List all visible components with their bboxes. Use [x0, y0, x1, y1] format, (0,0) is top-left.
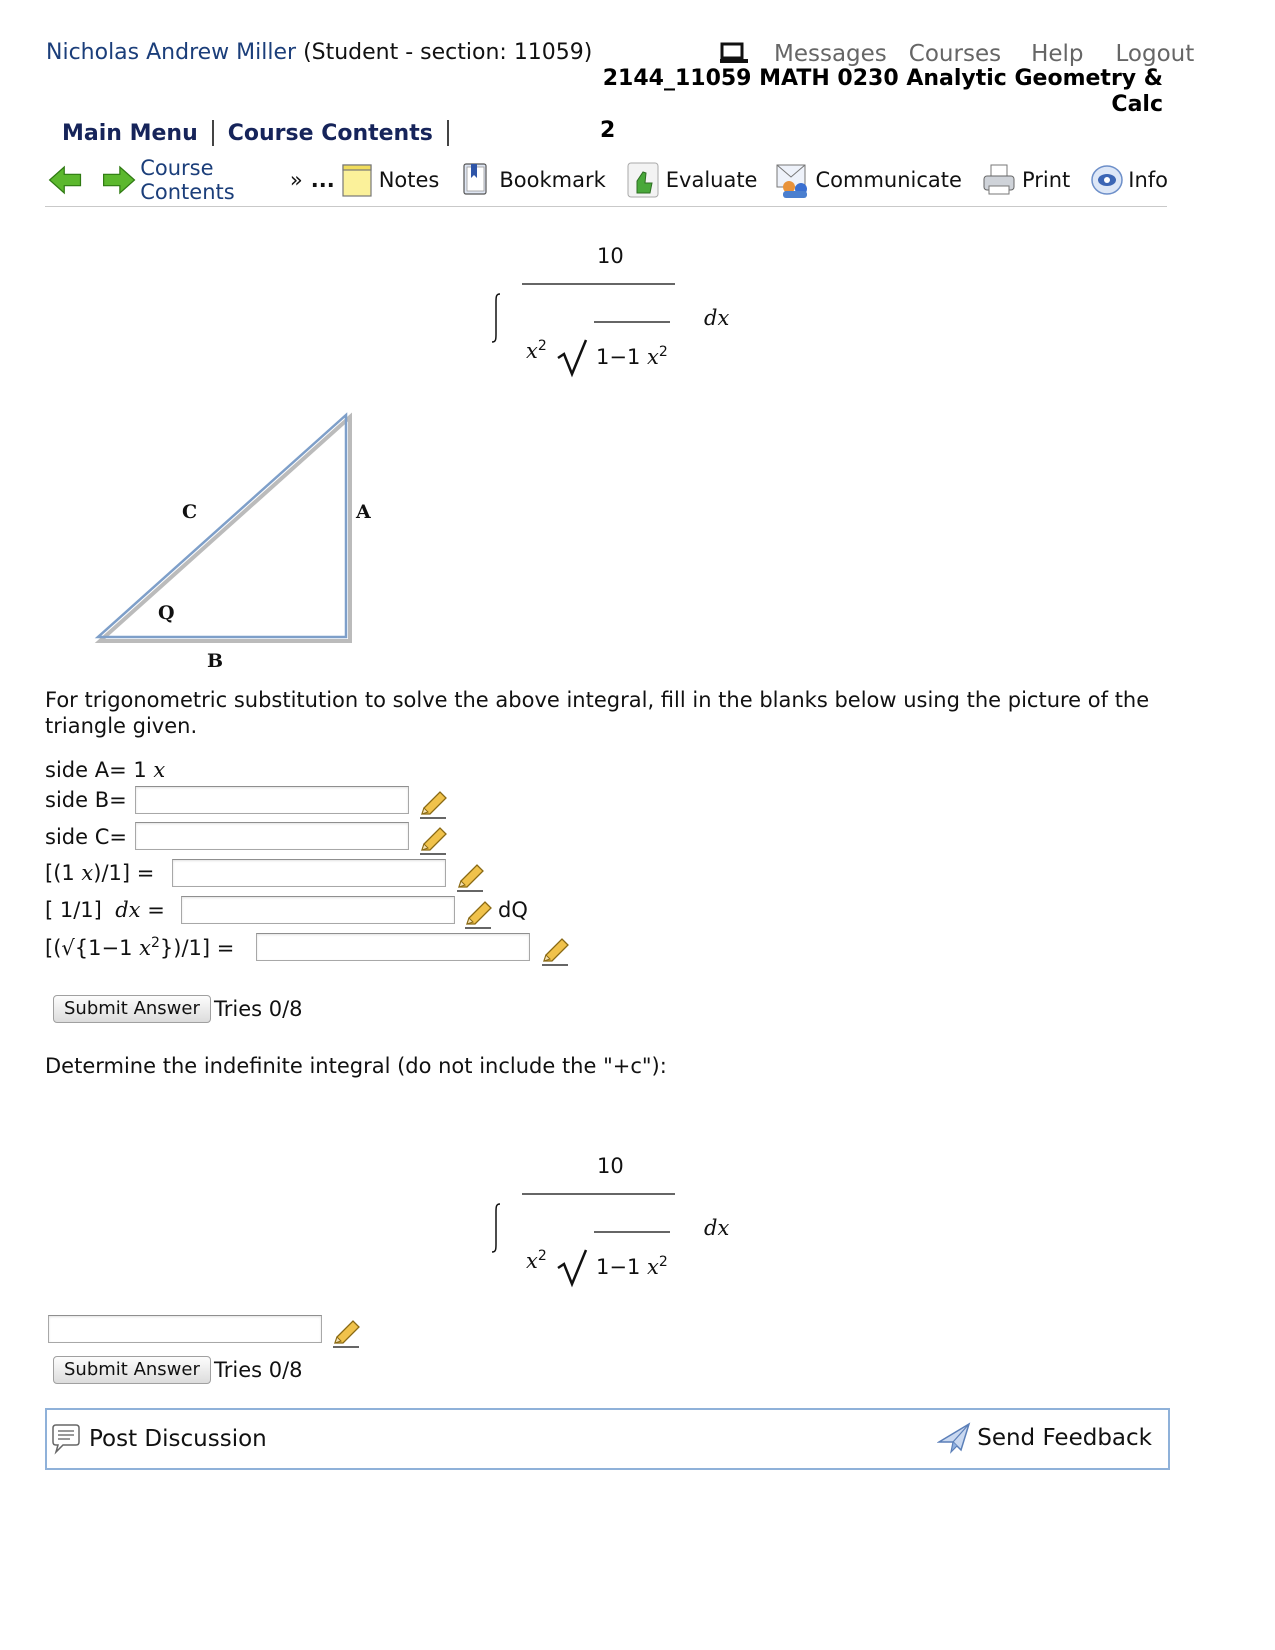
- notes-label: Notes: [378, 168, 440, 192]
- info-label: Info: [1128, 168, 1168, 192]
- back-arrow-icon[interactable]: [48, 162, 82, 198]
- indefinite-integral-input[interactable]: [48, 1315, 322, 1343]
- communicate-button[interactable]: [775, 161, 961, 199]
- logout-link[interactable]: Logout: [1115, 41, 1195, 67]
- help-link[interactable]: Help: [1031, 41, 1084, 67]
- dx-row-label: [ 1/1] dx =: [45, 898, 165, 922]
- part2-instruction: Determine the indefinite integral (do not include the "+c"):: [45, 1054, 667, 1078]
- top-nav: [718, 41, 1194, 67]
- post-discussion-button[interactable]: [49, 1422, 267, 1456]
- main-menu-link[interactable]: Main Menu: [62, 120, 198, 146]
- evaluate-button[interactable]: [626, 161, 758, 199]
- printer-icon: [982, 162, 1016, 198]
- breadcrumb-course-contents[interactable]: Course Contents: [140, 156, 235, 204]
- denominator-x2: $x^2$: [526, 338, 547, 363]
- side-a-row: side A= 1 x: [45, 758, 166, 782]
- part1-instruction: For trigonometric substitution to solve the above integral, fill in the blanks below using the picture of the triangle given.: [45, 688, 1150, 738]
- toolbar-divider: [45, 206, 1167, 207]
- dx-label: dx: [704, 306, 730, 330]
- thumbs-up-icon: [626, 161, 660, 199]
- course-contents-link[interactable]: Course Contents: [227, 120, 433, 146]
- course-title: [560, 66, 1163, 144]
- send-feedback-button[interactable]: [937, 1420, 1152, 1456]
- pencil-icon[interactable]: [418, 790, 448, 820]
- triangle-label-b: B: [207, 650, 224, 672]
- info-button[interactable]: [1090, 162, 1168, 198]
- post-discussion-label: Post Discussion: [89, 1426, 267, 1452]
- send-feedback-icon: [937, 1420, 973, 1456]
- sqrt-sign-icon: [556, 1248, 592, 1288]
- sqrt-ratio-input[interactable]: [256, 933, 530, 961]
- submit-answer-button-part2[interactable]: Submit Answer: [53, 1356, 211, 1384]
- pencil-icon[interactable]: [418, 826, 448, 856]
- toolbar: [48, 156, 1168, 204]
- pencil-icon[interactable]: [331, 1319, 361, 1349]
- menu-divider: [447, 120, 449, 146]
- notes-button[interactable]: [341, 162, 440, 198]
- bookmark-icon: [461, 162, 491, 198]
- sqrt-overline: [594, 1231, 670, 1233]
- menu-divider: [212, 120, 214, 146]
- integral-expression-2: [480, 1150, 760, 1290]
- print-button[interactable]: [982, 162, 1070, 198]
- print-label: Print: [1021, 168, 1071, 192]
- send-feedback-label: Send Feedback: [977, 1425, 1152, 1451]
- breadcrumb-separator: »: [289, 168, 303, 192]
- fraction-bar: [522, 1193, 675, 1195]
- main-menu-bar: [62, 120, 463, 146]
- info-icon: [1090, 162, 1124, 198]
- integral-numerator: 10: [597, 1154, 624, 1178]
- denominator-x2: $x^2$: [526, 1248, 547, 1273]
- computer-icon[interactable]: [718, 42, 750, 66]
- user-header: [46, 40, 592, 65]
- radicand: 1−1 $x^2$: [596, 1254, 668, 1279]
- side-b-input[interactable]: [135, 786, 409, 814]
- communicate-label: Communicate: [815, 168, 962, 192]
- sqrt-ratio-label: [(√{1−1 $x^2\})/1$] =: [45, 935, 235, 960]
- footer-bar: [45, 1408, 1170, 1470]
- side-c-input[interactable]: [135, 822, 409, 850]
- triangle-diagram: [90, 405, 390, 645]
- evaluate-label: Evaluate: [665, 168, 758, 192]
- side-c-label: side C=: [45, 825, 127, 849]
- breadcrumb-ellipsis[interactable]: ...: [310, 168, 335, 192]
- triangle-label-c: C: [182, 501, 198, 523]
- notes-icon: [341, 162, 373, 198]
- integral-sign-icon: [488, 292, 504, 344]
- sqrt-sign-icon: [556, 338, 592, 378]
- fraction-bar: [522, 283, 675, 285]
- integral-expression: [480, 240, 760, 380]
- triangle-label-a: A: [356, 501, 371, 523]
- ratio1-label: [(1 x)/1] =: [45, 861, 155, 885]
- side-b-label: side B=: [45, 788, 127, 812]
- course-title-line1: 2144_11059 MATH 0230 Analytic Geometry & Calc: [602, 66, 1163, 117]
- communicate-icon: [775, 161, 811, 199]
- role-section: (Student - section: 11059): [303, 40, 593, 65]
- tries-counter-part1: Tries 0/8: [214, 997, 303, 1021]
- forward-arrow-icon[interactable]: [102, 162, 136, 198]
- submit-answer-button-part1[interactable]: Submit Answer: [53, 995, 211, 1023]
- bookmark-button[interactable]: [461, 162, 605, 198]
- pencil-icon[interactable]: [540, 937, 570, 967]
- sqrt-overline: [594, 321, 670, 323]
- course-title-line2: 2: [600, 118, 616, 143]
- messages-link[interactable]: Messages: [774, 41, 887, 67]
- radicand: 1−1 $x^2$: [596, 344, 668, 369]
- ratio1-input[interactable]: [172, 859, 446, 887]
- integral-numerator: 10: [597, 244, 624, 268]
- pencil-icon[interactable]: [455, 863, 485, 893]
- triangle-label-q: Q: [158, 602, 175, 624]
- dx-label: dx: [704, 1216, 730, 1240]
- pencil-icon[interactable]: [463, 900, 493, 930]
- dq-suffix: dQ: [498, 898, 528, 922]
- bookmark-label: Bookmark: [499, 168, 606, 192]
- courses-link[interactable]: Courses: [908, 41, 1002, 67]
- user-name-link[interactable]: Nicholas Andrew Miller: [46, 40, 297, 65]
- tries-counter-part2: Tries 0/8: [214, 1358, 303, 1382]
- discussion-icon: [49, 1422, 83, 1456]
- integral-sign-icon: [488, 1202, 504, 1254]
- dx-input[interactable]: [181, 896, 455, 924]
